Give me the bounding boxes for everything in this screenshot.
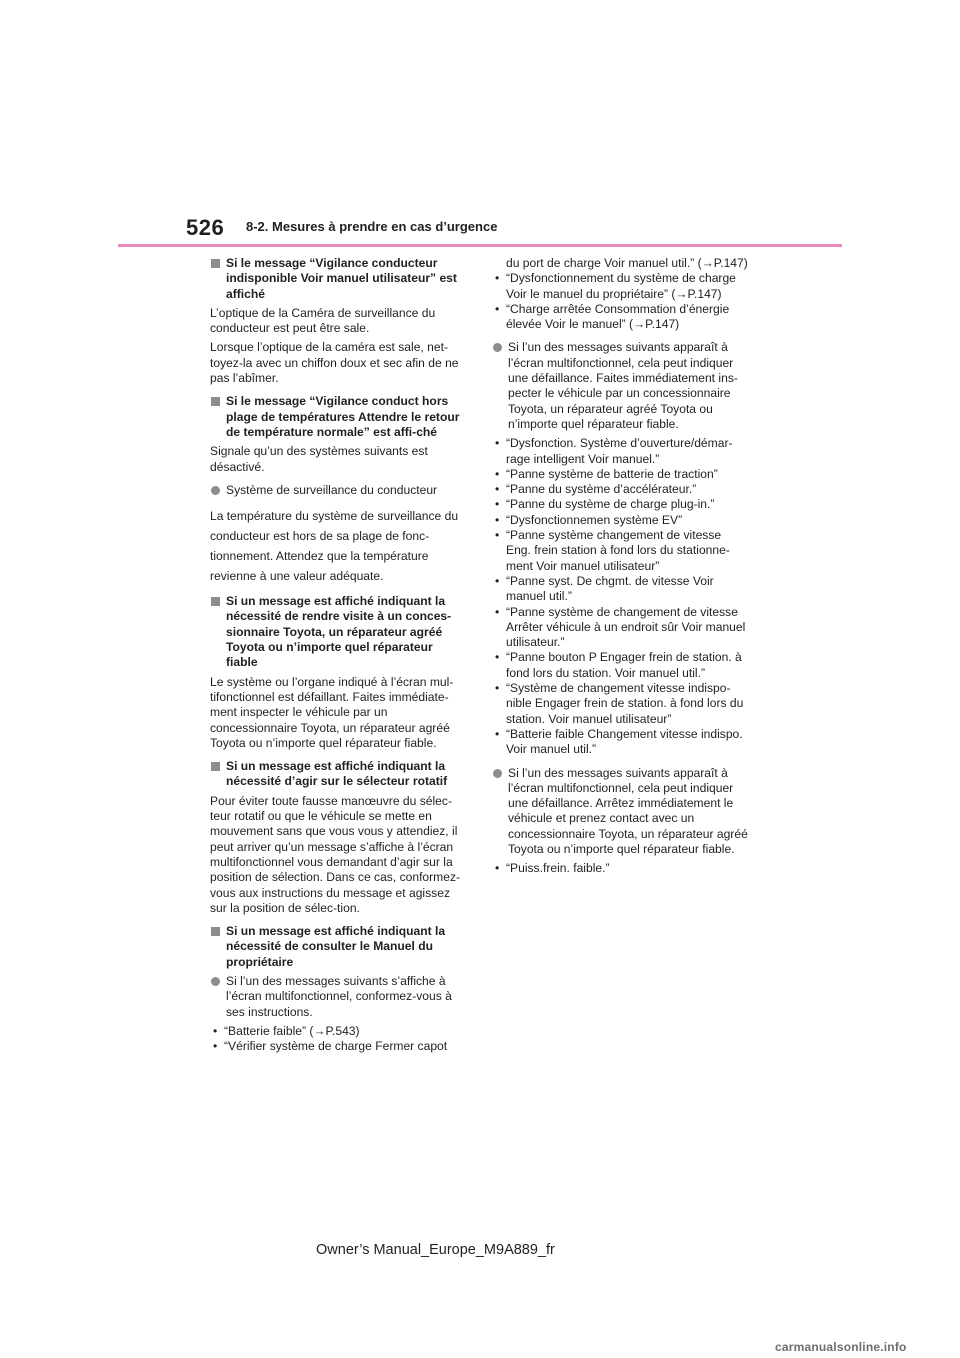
round-bullet-icon <box>493 769 502 778</box>
heading-selecteur-rotatif: Si un message est affiché indiquant la nécessité d’agir sur le sélecteur rotatif <box>210 759 466 790</box>
dot-item: Si l’un des messages suivants apparaît à l’écran multifonctionnel, cela peut indiquer une défaillance. Arrêtez immédiatement le véhicule et prenez contact avec un concessionnaire Toyota, un réparateur agréé Toyota ou n’importe quel réparateur fiable. <box>492 766 748 858</box>
list-item: du port de charge Voir manuel util.” (→P.147) <box>506 256 748 270</box>
section-title: 8-2. Mesures à prendre en cas d’urgence <box>246 219 498 234</box>
paragraph: Lorsque l’optique de la caméra est sale, net-toyez-la avec un chiffon doux et sec afin de ne pas l’abîmer. <box>210 340 459 386</box>
list-item: • “Panne système de changement de vitesse Arrêter véhicule à un endroit sûr Voir manuel utilisateur.” <box>495 604 746 650</box>
list-item: • “Panne système changement de vitesse Eng. frein station à fond lors du stationne-ment Voir manuel utilisateur” <box>495 528 730 573</box>
list-item: • “Batterie faible” (→P.543) <box>213 1023 360 1038</box>
watermark: carmanualsonline.info <box>775 1340 907 1354</box>
square-bullet-icon <box>211 259 220 268</box>
square-bullet-icon <box>211 597 220 606</box>
list-item: • “Dysfonction. Système d’ouverture/démar-rage intelligent Voir manuel.” <box>495 436 733 466</box>
list-item: • “Dysfonctionnement du système de charge Voir le manuel du propriétaire” (→P.147) <box>495 271 736 301</box>
paragraph: La température du système de surveillance du conducteur est hors de sa plage de fonc-tionnement. Attendez que la température revienne à une valeur adéquate. <box>210 509 459 584</box>
square-bullet-icon <box>211 762 220 771</box>
list-item: • “Panne système de batterie de traction” <box>495 466 718 481</box>
paragraph: Le système ou l’organe indiqué à l’écran mul-tifonctionnel est défaillant. Faites immédiate-ment inspecter le véhicule par un concessionnaire Toyota, un réparateur agréé Toyota ou n’importe quel réparateur fiable. <box>210 674 454 750</box>
list-item: • “Panne du système de charge plug-in.” <box>495 497 715 512</box>
header-rule <box>118 244 842 247</box>
footer-text: Owner’s Manual_Europe_M9A889_fr <box>316 1242 555 1258</box>
list-item: • “Système de changement vitesse indispo-nible Engager frein de station. à fond lors du station. Voir manuel utilisateur” <box>495 681 744 726</box>
round-bullet-icon <box>211 486 220 495</box>
dot-item: Si l’un des messages suivants apparaît à l’écran multifonctionnel, cela peut indiquer une défaillance. Faites immédiatement ins-pecter le véhicule par un concessionnaire Toyota, un réparateur agréé Toyota ou n’importe quel réparateur fiable. <box>492 340 748 432</box>
list-item: • “Batterie faible Changement vitesse indispo. Voir manuel util.” <box>495 726 743 757</box>
paragraph: Pour éviter toute fausse manœuvre du sélec-teur rotatif ou que le véhicule se mette en mouvement sans que vous vous y attendiez, il peut arriver qu’un message s’affiche à l’écran multifonctionnel vous demandant d’agir sur la position de sélection. Dans ce cas, conformez-vous aux instructions du message et agissez sur la position de sélec-tion. <box>210 793 461 915</box>
bullet-list-arret <box>492 861 748 876</box>
heading-vigilance-temperature: Si le message “Vigilance conduct hors plage de températures Attendre le retour de température normale” est affi-ché <box>210 394 466 440</box>
paragraph: L’optique de la Caméra de surveillance du conducteur est peut être sale. <box>210 305 436 336</box>
list-item: • “Panne du système d’accélérateur.” <box>495 482 697 497</box>
heading-visite-concessionnaire: Si un message est affiché indiquant la nécessité de rendre visite à un conces-sionnaire Toyota, un réparateur agréé Toyota ou n’importe quel réparateur fiable <box>210 594 466 670</box>
dot-item: Si l’un des messages suivants s’affiche à l’écran multifonctionnel, conformez-vous à ses instructions. <box>210 974 466 1020</box>
bullet-list-continued <box>492 256 748 332</box>
right-column <box>492 256 748 885</box>
square-bullet-icon <box>211 927 220 936</box>
bullet-list-defaillance <box>492 436 748 757</box>
list-item: • “Charge arrêtée Consommation d’énergie élevée Voir le manuel” (→P.147) <box>495 301 730 332</box>
dot-item: Système de surveillance du conducteur <box>210 483 466 498</box>
heading-vigilance-indisponible: Si le message “Vigilance conducteur indisponible Voir manuel utilisateur” est affiché <box>210 256 466 302</box>
list-item: • “Dysfonctionnemen système EV” <box>495 512 683 527</box>
left-column <box>210 256 466 1062</box>
paragraph: Signale qu’un des systèmes suivants est désactivé. <box>210 444 428 474</box>
bullet-list <box>210 1024 466 1055</box>
round-bullet-icon <box>211 977 220 986</box>
list-item: • “Puiss.frein. faible.” <box>495 861 610 876</box>
list-item: • “Panne syst. De chgmt. de vitesse Voir manuel util.” <box>495 573 714 604</box>
round-bullet-icon <box>493 343 502 352</box>
heading-manuel-proprietaire: Si un message est affiché indiquant la nécessité de consulter le Manuel du propriétaire <box>210 924 466 970</box>
page-number: 526 <box>186 215 225 240</box>
list-item: • “Panne bouton P Engager frein de station. à fond lors du station. Voir manuel util.” <box>495 650 742 680</box>
square-bullet-icon <box>211 397 220 406</box>
list-item: • “Vérifier système de charge Fermer capot <box>213 1039 448 1054</box>
